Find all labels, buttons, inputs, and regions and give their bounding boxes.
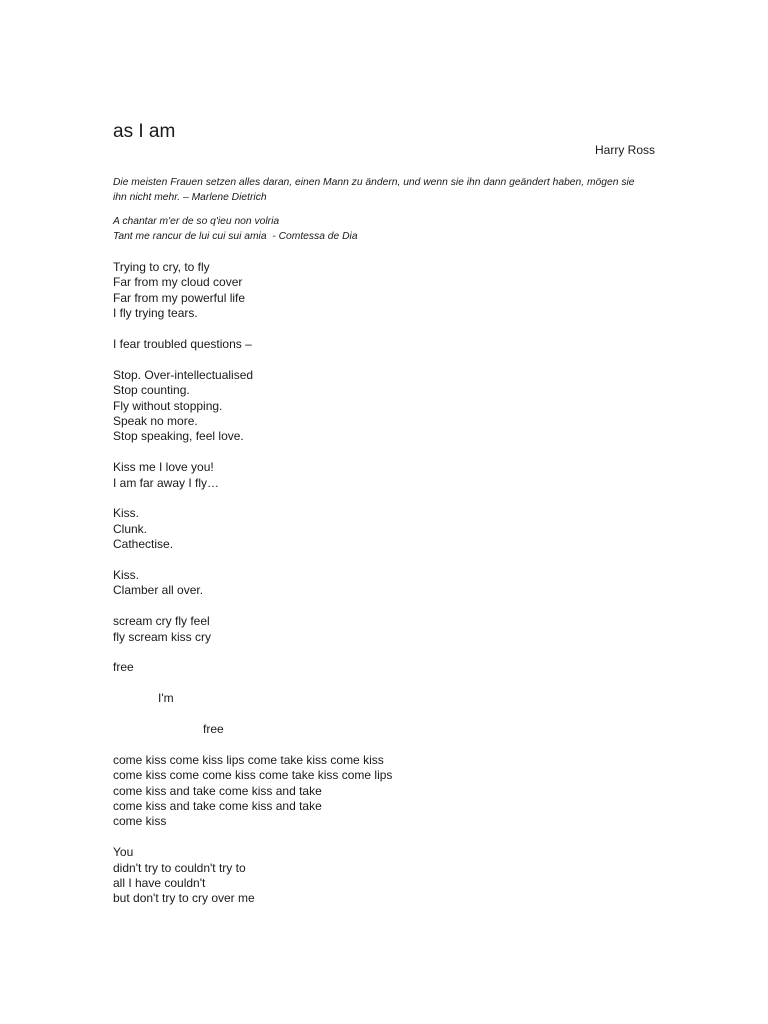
poem-title: as I am: [113, 121, 176, 142]
stanza: [113, 337, 658, 352]
poem-line: come kiss and take come kiss and take: [113, 799, 322, 814]
poem-line: I am far away I fly…: [113, 475, 220, 490]
poem-line: Far from my powerful life: [113, 290, 246, 305]
poem-line: I'm: [158, 691, 174, 706]
poem-line: Stop. Over-intellectualised: [113, 367, 254, 382]
poem-line: I fly trying tears.: [113, 306, 198, 321]
poem-line: all I have couldn't: [113, 876, 206, 891]
poem-line: fly scream kiss cry: [113, 629, 212, 644]
epigraph-comtessa: [113, 214, 658, 244]
stanza: [113, 506, 658, 552]
poem-line: Stop counting.: [113, 383, 190, 398]
poem-line: scream cry fly feel: [113, 614, 210, 629]
poem-line: Kiss.: [113, 506, 140, 521]
poem-line: Kiss.: [113, 568, 140, 583]
epigraph-line: ihn nicht mehr. – Marlene Dietrich: [113, 192, 267, 203]
poem-line: Kiss me I love you!: [113, 460, 214, 475]
stanza-indented: [113, 722, 658, 737]
poem-line: Clunk.: [113, 521, 148, 536]
stanza-indented: [113, 691, 658, 706]
poem-line: come kiss come kiss lips come take kiss come kiss: [113, 752, 384, 767]
poem-line: Cathectise.: [113, 537, 174, 552]
poem-line: come kiss: [113, 814, 167, 829]
stanza: [113, 568, 658, 599]
stanza: [113, 460, 658, 491]
stanza: [113, 368, 658, 445]
poem-line: Stop speaking, feel love.: [113, 429, 244, 444]
stanza: [113, 660, 658, 675]
epigraph-line: Tant me rancur de lui cui sui amia - Comtessa de Dia: [113, 231, 358, 242]
stanza: [113, 753, 658, 830]
poem-line: Fly without stopping.: [113, 398, 223, 413]
poem-line: You: [113, 845, 134, 860]
epigraph-line: Die meisten Frauen setzen alles daran, einen Mann zu ändern, und wenn sie ihn dann geändert haben, mögen sie: [113, 177, 635, 188]
poem-line: didn't try to couldn't try to: [113, 860, 246, 875]
poem-line: come kiss and take come kiss and take: [113, 783, 322, 798]
poem-line: free: [203, 722, 224, 737]
poem-line: Clamber all over.: [113, 583, 204, 598]
stanza: [113, 260, 658, 322]
poem-line: Far from my cloud cover: [113, 275, 243, 290]
poem-line: Speak no more.: [113, 414, 198, 429]
poem-line: I fear troubled questions –: [113, 337, 252, 352]
poem-line: free: [113, 660, 134, 675]
epigraph-dietrich: [113, 175, 658, 205]
poem-line: but don't try to cry over me: [113, 891, 255, 906]
poem-line: come kiss come come kiss come take kiss come lips: [113, 768, 393, 783]
stanza: [113, 614, 658, 645]
poem-line: Trying to cry, to fly: [113, 260, 210, 274]
poem-body: [113, 260, 658, 922]
author-name: Harry Ross: [594, 143, 655, 157]
stanza: [113, 845, 658, 907]
epigraph-line: A chantar m'er de so q'ieu non volria: [113, 216, 280, 227]
